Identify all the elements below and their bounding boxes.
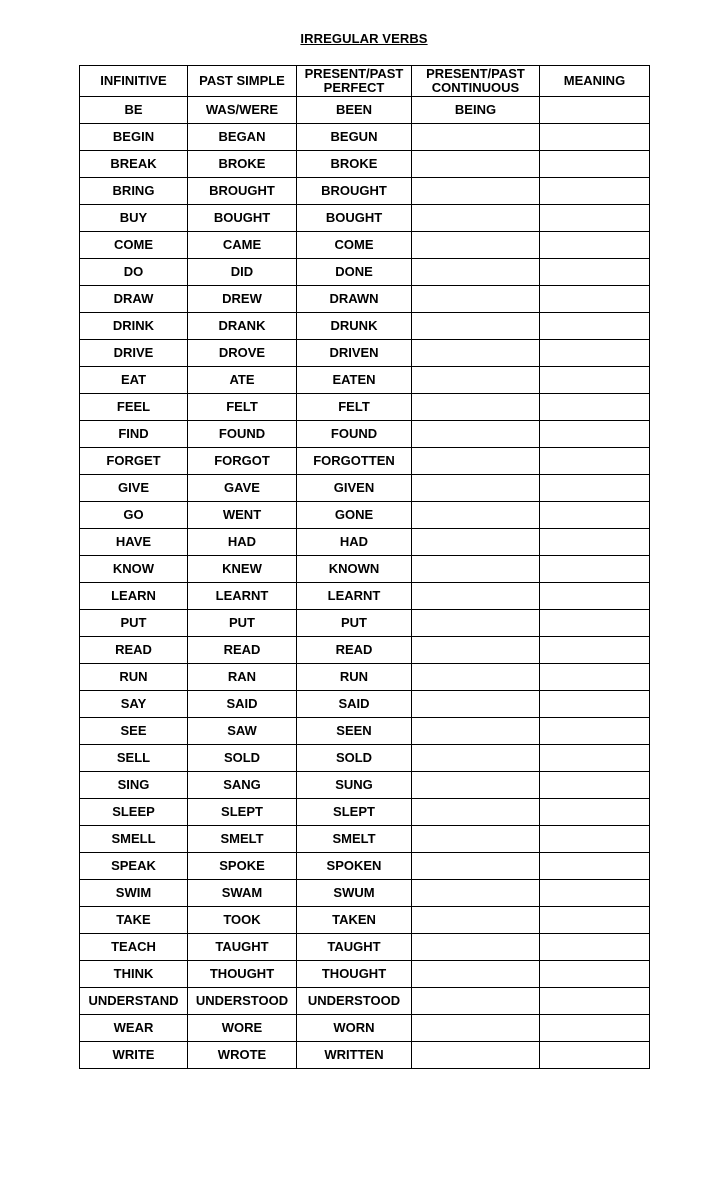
meaning-cell [540,151,650,178]
continuous-cell [412,556,540,583]
infinitive-cell: SELL [80,745,188,772]
infinitive-cell: DRAW [80,286,188,313]
table-row [80,97,650,124]
past-simple-cell: PUT [188,610,297,637]
meaning-cell [540,394,650,421]
perfect-cell: SLEPT [297,799,412,826]
past-simple-cell: WAS/WERE [188,97,297,124]
continuous-cell [412,151,540,178]
irregular-verbs-table [79,65,650,1069]
header-meaning [540,66,650,97]
table-row [80,529,650,556]
perfect-cell: BEEN [297,97,412,124]
continuous-cell [412,961,540,988]
infinitive-cell: FEEL [80,394,188,421]
meaning-cell [540,718,650,745]
past-simple-cell: DID [188,259,297,286]
perfect-cell: RUN [297,664,412,691]
meaning-cell [540,529,650,556]
past-simple-cell: THOUGHT [188,961,297,988]
continuous-cell [412,691,540,718]
past-simple-cell: SANG [188,772,297,799]
perfect-cell: DONE [297,259,412,286]
header-continuous-line1: PRESENT/PAST [426,66,525,81]
infinitive-cell: GO [80,502,188,529]
perfect-cell: UNDERSTOOD [297,988,412,1015]
perfect-cell: SMELT [297,826,412,853]
perfect-cell: DRIVEN [297,340,412,367]
perfect-cell: FOUND [297,421,412,448]
meaning-cell [540,583,650,610]
continuous-cell [412,664,540,691]
past-simple-cell: BROKE [188,151,297,178]
infinitive-cell: FORGET [80,448,188,475]
header-perfect-line1: PRESENT/PAST [304,66,404,81]
continuous-cell [412,745,540,772]
table-row [80,691,650,718]
meaning-cell [540,421,650,448]
meaning-cell [540,1042,650,1069]
continuous-cell [412,502,540,529]
infinitive-cell: LEARN [80,583,188,610]
perfect-cell: DRAWN [297,286,412,313]
table-row [80,313,650,340]
perfect-cell: BROUGHT [297,178,412,205]
infinitive-cell: PUT [80,610,188,637]
table-row [80,637,650,664]
continuous-cell [412,394,540,421]
past-simple-cell: FORGOT [188,448,297,475]
meaning-cell [540,367,650,394]
continuous-cell [412,421,540,448]
infinitive-cell: BUY [80,205,188,232]
infinitive-cell: BEGIN [80,124,188,151]
past-simple-cell: FELT [188,394,297,421]
past-simple-cell: UNDERSTOOD [188,988,297,1015]
perfect-cell: GONE [297,502,412,529]
meaning-cell [540,475,650,502]
continuous-cell [412,529,540,556]
continuous-cell [412,1015,540,1042]
header-continuous-line2: CONTINUOUS [431,80,520,95]
table-row [80,610,650,637]
perfect-cell: READ [297,637,412,664]
continuous-cell [412,232,540,259]
meaning-cell [540,853,650,880]
past-simple-cell: READ [188,637,297,664]
table-row [80,772,650,799]
meaning-cell [540,340,650,367]
continuous-cell [412,799,540,826]
infinitive-cell: DRIVE [80,340,188,367]
meaning-cell [540,1015,650,1042]
header-infinitive [80,66,188,97]
perfect-cell: LEARNT [297,583,412,610]
perfect-cell: BEGUN [297,124,412,151]
table-row [80,448,650,475]
infinitive-cell: TAKE [80,907,188,934]
table-row [80,907,650,934]
meaning-cell [540,664,650,691]
infinitive-cell: RUN [80,664,188,691]
table-row [80,151,650,178]
past-simple-cell: BOUGHT [188,205,297,232]
past-simple-cell: SMELT [188,826,297,853]
meaning-cell [540,907,650,934]
continuous-cell: BEING [412,97,540,124]
table-header-row [80,66,650,97]
continuous-cell [412,259,540,286]
infinitive-cell: SEE [80,718,188,745]
meaning-cell [540,313,650,340]
past-simple-cell: DRANK [188,313,297,340]
perfect-cell: TAKEN [297,907,412,934]
perfect-cell: WORN [297,1015,412,1042]
table-row [80,205,650,232]
past-simple-cell: KNEW [188,556,297,583]
perfect-cell: FORGOTTEN [297,448,412,475]
infinitive-cell: DRINK [80,313,188,340]
header-present-past-perfect [297,66,412,97]
infinitive-cell: EAT [80,367,188,394]
continuous-cell [412,367,540,394]
header-infinitive-label: INFINITIVE [100,73,167,88]
perfect-cell: SEEN [297,718,412,745]
perfect-cell: BROKE [297,151,412,178]
perfect-cell: DRUNK [297,313,412,340]
infinitive-cell: BREAK [80,151,188,178]
past-simple-cell: SOLD [188,745,297,772]
perfect-cell: TAUGHT [297,934,412,961]
infinitive-cell: HAVE [80,529,188,556]
past-simple-cell: SAID [188,691,297,718]
infinitive-cell: WRITE [80,1042,188,1069]
perfect-cell: EATEN [297,367,412,394]
table-body [80,97,650,1069]
table-row [80,1042,650,1069]
continuous-cell [412,286,540,313]
continuous-cell [412,178,540,205]
header-meaning-label: MEANING [563,73,626,88]
perfect-cell: SWUM [297,880,412,907]
past-simple-cell: DREW [188,286,297,313]
past-simple-cell: SWAM [188,880,297,907]
continuous-cell [412,205,540,232]
meaning-cell [540,556,650,583]
past-simple-cell: SAW [188,718,297,745]
past-simple-cell: BROUGHT [188,178,297,205]
perfect-cell: WRITTEN [297,1042,412,1069]
continuous-cell [412,853,540,880]
past-simple-cell: RAN [188,664,297,691]
perfect-cell: THOUGHT [297,961,412,988]
table-row [80,340,650,367]
continuous-cell [412,826,540,853]
continuous-cell [412,880,540,907]
continuous-cell [412,610,540,637]
perfect-cell: GIVEN [297,475,412,502]
table-row [80,880,650,907]
past-simple-cell: TAUGHT [188,934,297,961]
table-row [80,475,650,502]
meaning-cell [540,961,650,988]
header-present-past-continuous [412,66,540,97]
past-simple-cell: TOOK [188,907,297,934]
table-row [80,745,650,772]
meaning-cell [540,880,650,907]
table-row [80,394,650,421]
table-row [80,664,650,691]
perfect-cell: SPOKEN [297,853,412,880]
table-row [80,583,650,610]
past-simple-cell: FOUND [188,421,297,448]
infinitive-cell: SING [80,772,188,799]
perfect-cell: PUT [297,610,412,637]
past-simple-cell: LEARNT [188,583,297,610]
table-row [80,124,650,151]
table-row [80,934,650,961]
continuous-cell [412,124,540,151]
table-row [80,988,650,1015]
perfect-cell: SOLD [297,745,412,772]
meaning-cell [540,448,650,475]
infinitive-cell: FIND [80,421,188,448]
meaning-cell [540,799,650,826]
continuous-cell [412,907,540,934]
meaning-cell [540,934,650,961]
table-row [80,232,650,259]
perfect-cell: SAID [297,691,412,718]
continuous-cell [412,988,540,1015]
infinitive-cell: GIVE [80,475,188,502]
past-simple-cell: DROVE [188,340,297,367]
past-simple-cell: CAME [188,232,297,259]
table-row [80,1015,650,1042]
infinitive-cell: SPEAK [80,853,188,880]
past-simple-cell: WROTE [188,1042,297,1069]
meaning-cell [540,637,650,664]
meaning-cell [540,772,650,799]
infinitive-cell: SLEEP [80,799,188,826]
continuous-cell [412,1042,540,1069]
header-past-simple-label: PAST SIMPLE [199,73,285,88]
perfect-cell: SUNG [297,772,412,799]
table-row [80,259,650,286]
meaning-cell [540,502,650,529]
meaning-cell [540,988,650,1015]
page-title: IRREGULAR VERBS [300,31,428,46]
past-simple-cell: WORE [188,1015,297,1042]
meaning-cell [540,124,650,151]
perfect-cell: KNOWN [297,556,412,583]
table-row [80,286,650,313]
meaning-cell [540,205,650,232]
past-simple-cell: GAVE [188,475,297,502]
continuous-cell [412,448,540,475]
infinitive-cell: COME [80,232,188,259]
continuous-cell [412,475,540,502]
meaning-cell [540,178,650,205]
infinitive-cell: TEACH [80,934,188,961]
infinitive-cell: READ [80,637,188,664]
infinitive-cell: UNDERSTAND [80,988,188,1015]
table-row [80,718,650,745]
infinitive-cell: WEAR [80,1015,188,1042]
meaning-cell [540,745,650,772]
continuous-cell [412,583,540,610]
table-row [80,799,650,826]
infinitive-cell: THINK [80,961,188,988]
meaning-cell [540,286,650,313]
infinitive-cell: KNOW [80,556,188,583]
infinitive-cell: SWIM [80,880,188,907]
table-row [80,367,650,394]
infinitive-cell: SMELL [80,826,188,853]
past-simple-cell: SPOKE [188,853,297,880]
header-past-simple [188,66,297,97]
infinitive-cell: BRING [80,178,188,205]
past-simple-cell: BEGAN [188,124,297,151]
table-row [80,853,650,880]
meaning-cell [540,97,650,124]
continuous-cell [412,637,540,664]
continuous-cell [412,313,540,340]
table-row [80,178,650,205]
infinitive-cell: DO [80,259,188,286]
meaning-cell [540,691,650,718]
infinitive-cell: BE [80,97,188,124]
meaning-cell [540,826,650,853]
past-simple-cell: WENT [188,502,297,529]
table-row [80,421,650,448]
past-simple-cell: SLEPT [188,799,297,826]
table-row [80,502,650,529]
perfect-cell: HAD [297,529,412,556]
perfect-cell: BOUGHT [297,205,412,232]
table-row [80,961,650,988]
header-perfect-line2: PERFECT [323,80,385,95]
infinitive-cell: SAY [80,691,188,718]
perfect-cell: FELT [297,394,412,421]
table-row [80,556,650,583]
past-simple-cell: HAD [188,529,297,556]
continuous-cell [412,718,540,745]
meaning-cell [540,259,650,286]
continuous-cell [412,340,540,367]
continuous-cell [412,934,540,961]
meaning-cell [540,232,650,259]
table-row [80,826,650,853]
continuous-cell [412,772,540,799]
past-simple-cell: ATE [188,367,297,394]
perfect-cell: COME [297,232,412,259]
meaning-cell [540,610,650,637]
